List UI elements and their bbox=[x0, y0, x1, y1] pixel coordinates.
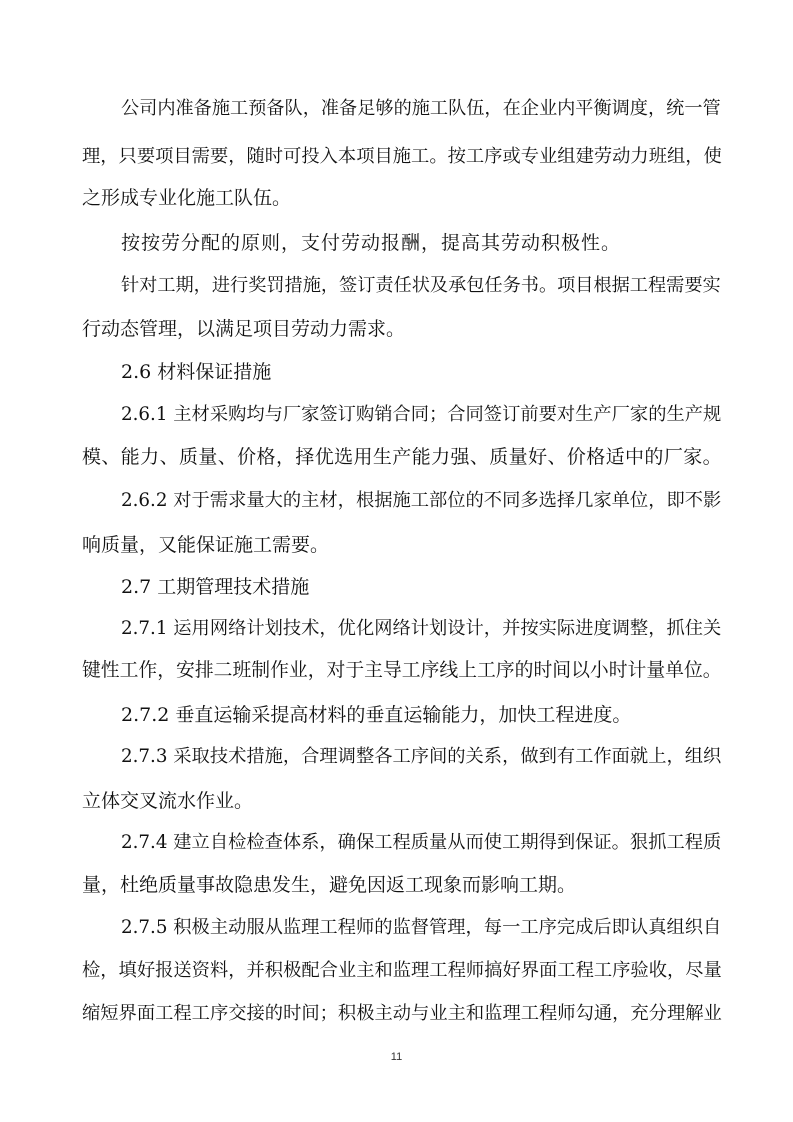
text-line: 2.7.4 建立自检检查体系，确保工程质量从而使工期得到保证。狠抓工程质 bbox=[121, 832, 722, 853]
text-line: 2.7.3 采取技术措施，合理调整各工序间的关系，做到有工作面就上，组织 bbox=[121, 746, 722, 767]
page-number: 11 bbox=[390, 1051, 403, 1063]
text-line: 检，填好报送资料，并积极配合业主和监理工程师搞好界面工程工序验收，尽量 bbox=[82, 960, 722, 981]
text-line: 针对工期，进行奖罚措施，签订责任状及承包任务书。项目根据工程需要实 bbox=[121, 275, 721, 296]
text-line: 2.7.1 运用网络计划技术，优化网络计划设计，并按实际进度调整，抓住关 bbox=[121, 618, 722, 639]
section-heading: 2.6 材料保证措施 bbox=[121, 361, 272, 383]
text-line: 键性工作，安排二班制作业，对于主导工序线上工序的时间以小时计量单位。 bbox=[82, 660, 722, 681]
text-line: 理，只要项目需要，随时可投入本项目施工。按工序或专业组建劳动力班组，使 bbox=[82, 146, 722, 167]
text-line: 2.6.2 对于需求量大的主材，根据施工部位的不同多选择几家单位，即不影 bbox=[121, 490, 722, 511]
text-line: 量，杜绝质量事故隐患发生，避免因返工现象而影响工期。 bbox=[82, 874, 577, 896]
text-line: 按按劳分配的原则，支付劳动报酬，提高其劳动积极性。 bbox=[121, 232, 622, 254]
section-heading: 2.7 工期管理技术措施 bbox=[121, 576, 310, 598]
text-line: 2.7.2 垂直运输采提高材料的垂直运输能力，加快工程进度。 bbox=[121, 704, 632, 726]
text-line: 缩短界面工程工序交接的时间；积极主动与业主和监理工程师勾通，充分理解业 bbox=[82, 1003, 722, 1024]
text-line: 模、能力、质量、价格，择优选用生产能力强、质量好、价格适中的厂家。 bbox=[82, 446, 723, 468]
text-line: 公司内准备施工预备队，准备足够的施工队伍，在企业内平衡调度，统一管 bbox=[121, 98, 721, 119]
text-line: 响质量，又能保证施工需要。 bbox=[82, 534, 330, 556]
text-line: 之形成专业化施工队伍。 bbox=[82, 187, 292, 209]
text-line: 立体交叉流水作业。 bbox=[82, 790, 254, 812]
text-line: 行动态管理，以满足项目劳动力需求。 bbox=[82, 318, 406, 340]
text-line: 2.7.5 积极主动服从监理工程师的监督管理，每一工序完成后即认真组织自 bbox=[121, 917, 722, 938]
text-line: 2.6.1 主材采购均与厂家签订购销合同；合同签订前要对生产厂家的生产规 bbox=[121, 404, 722, 425]
